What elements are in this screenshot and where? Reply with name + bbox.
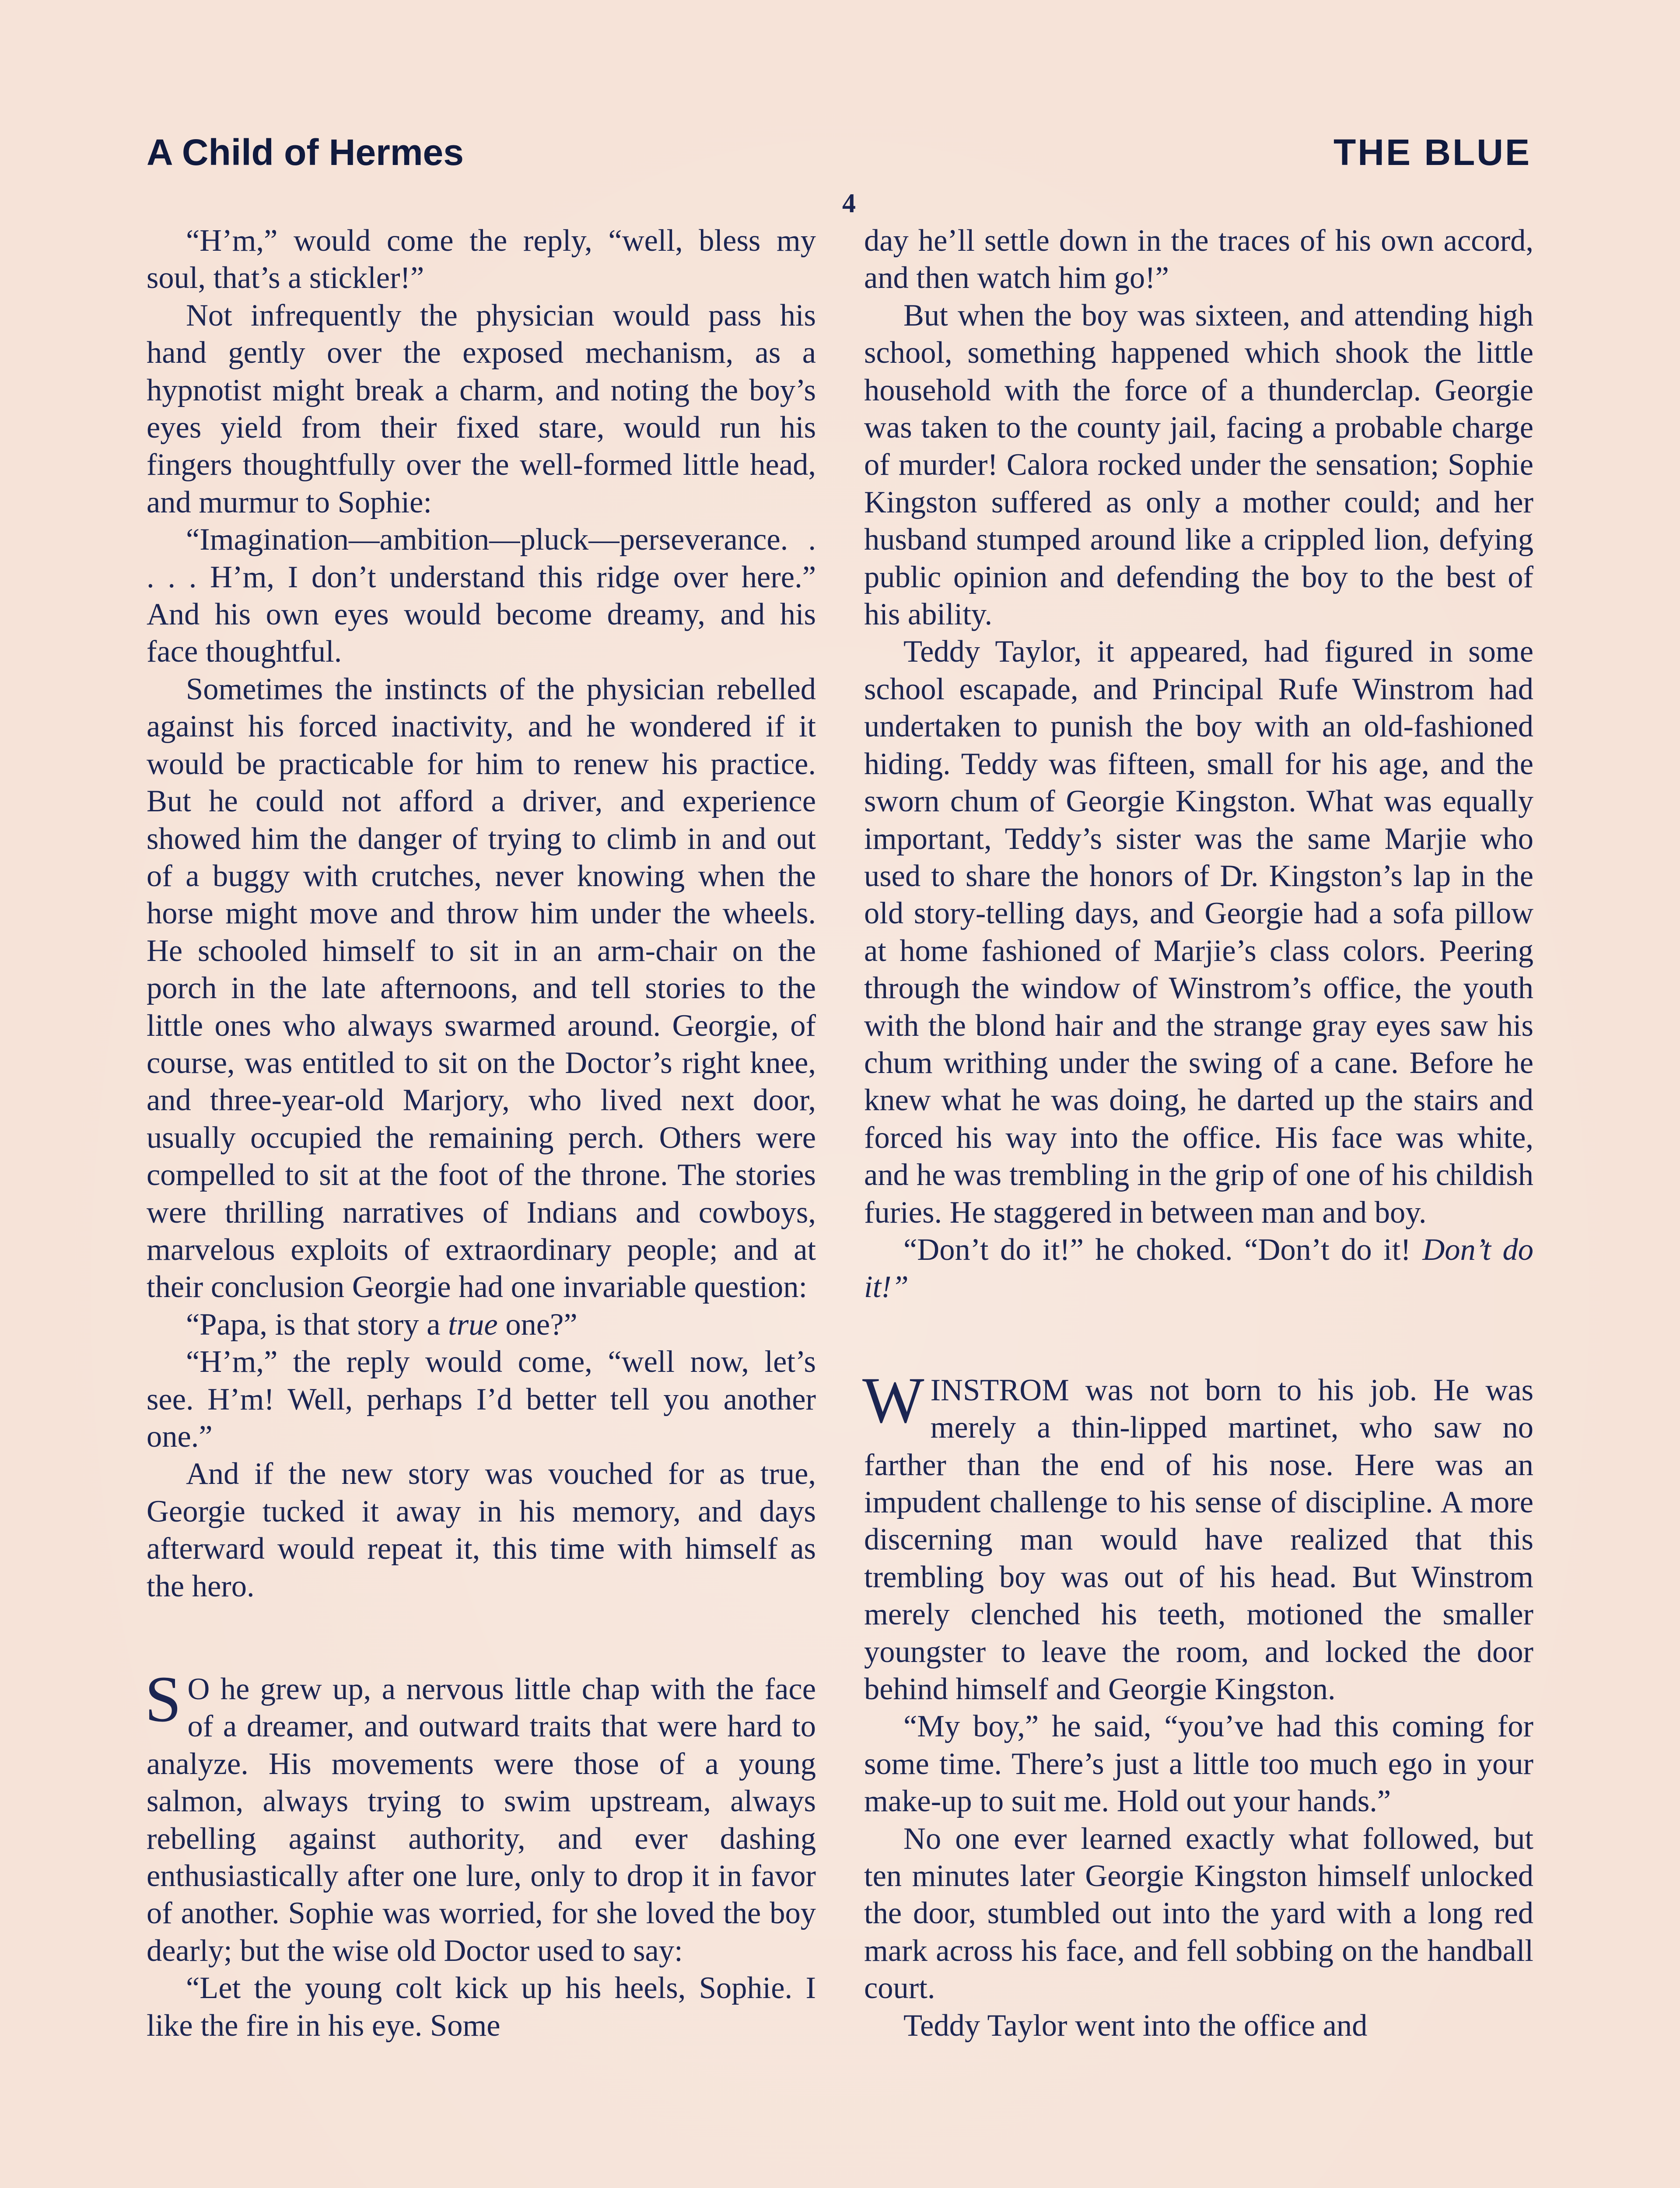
paragraph: Not infrequently the physician would pass his hand gently over the exposed mechanism, as a hypnotist might break a charm, and noting the boy’s eyes yield from their fixed stare, would run his fingers thoughtfully over the well-formed little head, and murmur to Sophie: xyxy=(147,298,816,519)
paragraph: “Imagination—ambition—pluck—perseverance. . . . . H’m, I don’t understand this ridge over here.” And his own eyes would become dreamy, and his face thoughtful. xyxy=(147,522,816,669)
section-opening-paragraph xyxy=(862,1364,1533,1708)
paragraph: But when the boy was sixteen, and attending high school, something happened which shook the little household with the force of a thunderclap. Georgie was taken to the county jail, facing a probable charge of murder! Calora rocked under the sensation; Sophie Kingston suffered as only a mother could; and her husband stumped around like a crippled lion, defying public opinion and defending the boy to the best of his ability. xyxy=(864,298,1533,632)
paragraph: “Let the young colt kick up his heels, Sophie. I like the fire in his eye. Some xyxy=(147,1971,816,2043)
paragraph xyxy=(864,1231,1533,1306)
text-run: “Don’t do it!” he choked. “Don’t do it! xyxy=(903,1232,1423,1267)
paragraph: Teddy Taylor went into the office and xyxy=(903,2008,1368,2043)
text-run: “Papa, is that story a xyxy=(186,1307,448,1342)
paragraph: Sometimes the instincts of the physician rebelled against his forced inactivity, and he wondered if it would be practicable for him to renew his practice. But he could not afford a driver, and experience showed him the danger of trying to climb in and out of a buggy with crutches, never knowing when the horse might move and throw him under the wheels. He schooled himself to sit in an arm-chair on the porch in the late afternoons, and tell stories to the little ones who always swarmed around. Georgie, of course, was entitled to sit on the Doctor’s right knee, and three-year-old Marjory, who lived next door, usually occupied the remaining perch. Others were compelled to sit at the foot of the throne. The stories were thrilling narratives of Indians and cowboys, marvelous exploits of extraordinary people; and at their conclusion Georgie had one invariable question: xyxy=(147,672,816,1304)
drop-cap: W xyxy=(862,1364,924,1437)
paragraph: Teddy Taylor, it appeared, had figured in some school escapade, and Principal Rufe Winstrom had undertaken to punish the boy with an old-fashioned hiding. Teddy was fifteen, small for his age, and the sworn chum of Georgie Kingston. What was equally important, Teddy’s sister was the same Marjie who used to share the honors of Dr. Kingston’s lap in the old story-telling days, and Georgie had a sofa pillow at home fashioned of Marjie’s class colors. Peering through the window of Winstrom’s office, the youth with the blond hair and the strange gray eyes saw his chum writhing under the swing of a cane. Before he knew what he was doing, he darted up the stairs and forced his way into the office. His face was white, and he was trembling in the grip of one of his childish furies. He staggered in between man and boy. xyxy=(864,635,1533,1230)
story-title: A Child of Hermes xyxy=(147,132,464,173)
text-run: O he grew up, a nervous little chap with the face of a dreamer, and outward traits that were hard to analyze. His movements were those of a young salmon, always trying to swim upstream, always rebelling against authority, and ever dashing enthusiastically after one lure, only to drop it in favor of another. Sophie was worried, for she loved the boy dearly; but the wise old Doctor used to say: xyxy=(147,1672,816,1968)
paragraph: “My boy,” he said, “you’ve had this coming for some time. There’s just a little too much ego in your make-up to suit me. Hold out your hands.” xyxy=(864,1709,1533,1819)
paragraph: “H’m,” the reply would come, “well now, let’s see. H’m! Well, perhaps I’d better tell you another one.” xyxy=(147,1345,816,1454)
paragraph xyxy=(147,1306,816,1343)
italic-word: true xyxy=(448,1307,498,1342)
left-column xyxy=(147,222,816,2044)
paragraph: And if the new story was vouched for as true, Georgie tucked it away in his memory, and days afterward would repeat it, this time with himself as the hero. xyxy=(147,1457,816,1603)
page-number: 4 xyxy=(842,189,856,218)
magazine-name: THE BLUE xyxy=(1334,132,1531,173)
paragraph: No one ever learned exactly what followed, but ten minutes later Georgie Kingston himself unlocked the door, stumbled out into the yard with a long red mark across his face, and fell sobbing on the handball court. xyxy=(864,1821,1533,2006)
paragraph: day he’ll settle down in the traces of his own accord, and then watch him go!” xyxy=(864,224,1533,295)
paragraph: “H’m,” would come the reply, “well, bless my soul, that’s a stickler!” xyxy=(147,224,816,295)
text-run: one?” xyxy=(497,1307,578,1342)
section-opening-paragraph xyxy=(145,1663,816,1970)
right-column xyxy=(864,222,1533,2044)
drop-cap: S xyxy=(145,1663,182,1736)
section-break xyxy=(147,1605,816,1671)
italic-phrase: Don’t do it!” xyxy=(864,1232,1533,1304)
section-break xyxy=(864,1306,1533,1372)
text-run: INSTROM was not born to his job. He was merely a thin-lipped martinet, who saw no farther than the end of his nose. Here was an impudent challenge to his sense of discipline. A more discerning man would have realized that this trembling boy was out of his head. But Winstrom merely clenched his teeth, motioned the smaller youngster to leave the room, and locked the door behind himself and Georgie Kingston. xyxy=(864,1373,1533,1707)
